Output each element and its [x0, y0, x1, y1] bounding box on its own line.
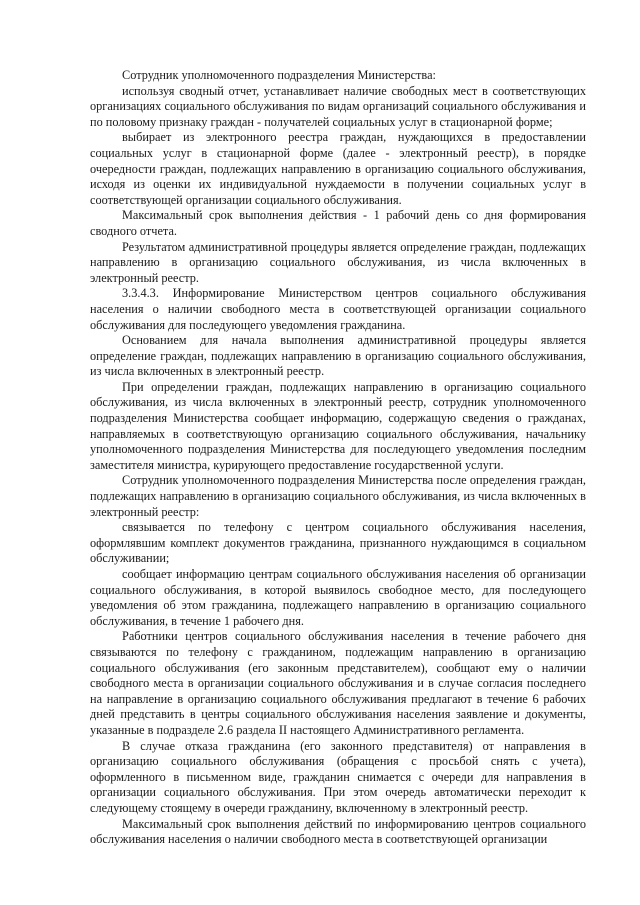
paragraph-employee-after: Сотрудник уполномоченного подразделения Министерства после определения граждан, подлежащих направлению в организацию социального обслуживания, из числа включенных в электронный реестр: [90, 473, 586, 519]
paragraph-select-from-registry: выбирает из электронного реестра граждан, нуждающихся в предоставлении социальных услуг в стационарной форме (далее - электронный реестр), в порядке очередности граждан, подлежащих направлению в организацию социального обслуживания, исходя из оценки их индивидуальной нуждаемости в получении социальных услуг в соответствующей организации социального обслуживания. [90, 130, 586, 207]
paragraph-max-term-2: Максимальный срок выполнения действий по информированию центров социального обслуживания населения о наличии свободного места в соответствующей организации [90, 816, 586, 847]
paragraph-result: Результатом административной процедуры является определение граждан, подлежащих направлению в организацию социального обслуживания, из числа включенных в электронный реестр. [90, 239, 586, 285]
paragraph-center-workers: Работники центров социального обслуживания населения в течение рабочего дня связываются по телефону с гражданином, подлежащим направлению в организацию социального обслуживания (его законным представителем), сообщают ему о наличии свободного места в организации социального обслуживания и в случае согласия последнего на направление в организацию социального обслуживания предлагают в течение 6 рабочих дней представить в центры социального обслуживания населения заявление и документы, указанные в подразделе 2.6 раздела II настоящего Административного регламента. [90, 629, 586, 737]
paragraph-max-term-1: Максимальный срок выполнения действия - 1 рабочий день со дня формирования сводного отчета. [90, 208, 586, 238]
paragraph-basis: Основанием для начала выполнения административной процедуры является определение граждан, подлежащих направлению в организацию социального обслуживания, из числа включенных в электронный реестр. [90, 333, 586, 379]
document-page [90, 68, 586, 848]
paragraph-summary-report: используя сводный отчет, устанавливает наличие свободных мест в соответствующих организациях социального обслуживания по видам организаций социального обслуживания и по половому признаку граждан - получателей социальных услуг в стационарной форме; [90, 83, 586, 129]
paragraph-section-3-3-4-3: 3.3.4.3. Информирование Министерством центров социального обслуживания населения о наличии свободного места в соответствующей организации социального обслуживания для последующего уведомления гражданина. [90, 286, 586, 332]
paragraph-refusal: В случае отказа гражданина (его законного представителя) от направления в организацию социального обслуживания (обращения с просьбой снять с учета), оформленного в письменном виде, гражданин снимается с очереди для направления в организации социального обслуживания. При этом очередь автоматически переходит к следующему стоящему в очереди гражданину, включенному в электронный реестр. [90, 738, 586, 815]
paragraph-determination: При определении граждан, подлежащих направлению в организацию социального обслуживания, из числа включенных в электронный реестр, сотрудник уполномоченного подразделения Министерства сообщает информацию, содержащую сведения о гражданах, направляемых в соответствующую организацию социального обслуживания, начальнику уполномоченного подразделения Министерства для последующего уведомления последним заместителя министра, курирующего предоставление государственной услуги. [90, 379, 586, 472]
paragraph-employee-intro: Сотрудник уполномоченного подразделения Министерства: [122, 68, 436, 82]
paragraph-inform-centers: сообщает информацию центрам социального обслуживания населения об организации социального обслуживания, в которой выявилось свободное место, для последующего уведомления об этом гражданина, подлежащего направлению в организацию социального обслуживания, в течение 1 рабочего дня. [90, 567, 586, 628]
paragraph-phone-contact: связывается по телефону с центром социального обслуживания населения, оформлявшим комплект документов гражданина, признанного нуждающимся в социальном обслуживании; [90, 520, 586, 566]
